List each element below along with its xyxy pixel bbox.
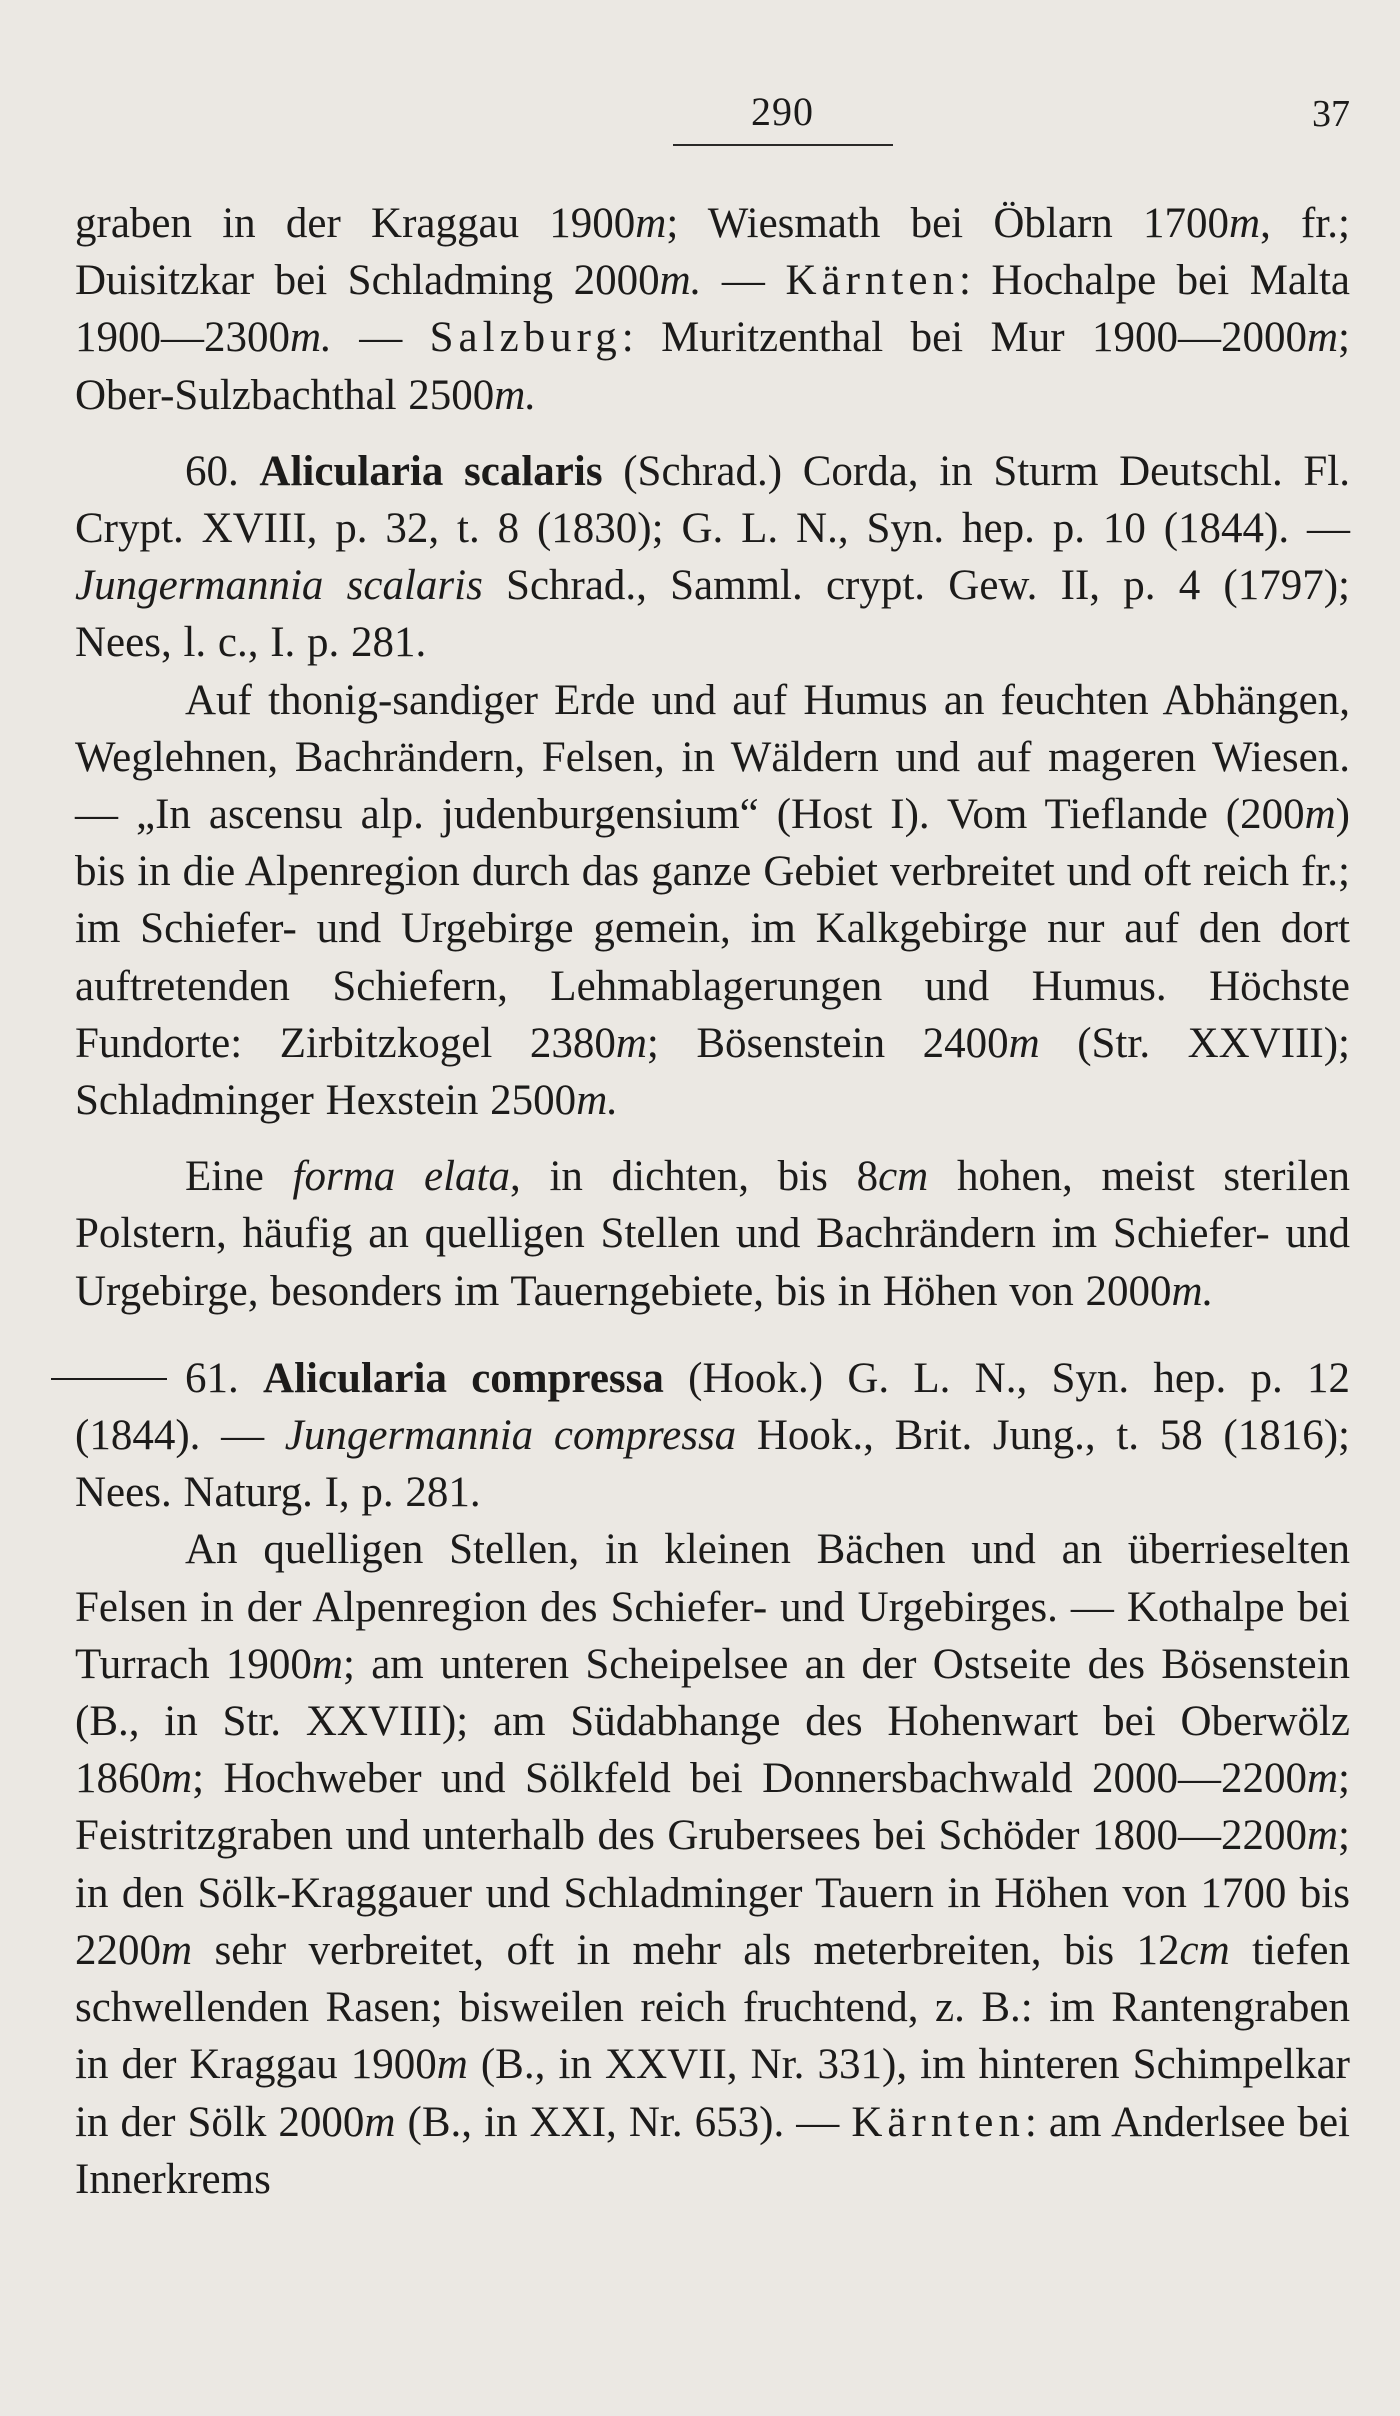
entry-number: 60.: [185, 447, 260, 495]
species-name: Alicularia compressa: [263, 1354, 664, 1402]
forma-name: forma elata: [292, 1153, 510, 1201]
entry-number: 61.: [185, 1354, 264, 1402]
region-name: Salzburg: [429, 314, 622, 362]
region-name: Kärnten: [851, 2098, 1025, 2146]
page-header: [75, 0, 1350, 150]
species-name: Alicularia scalaris: [259, 447, 603, 495]
margin-dash: [51, 1378, 167, 1380]
sheet-number: 37: [1312, 93, 1350, 135]
page-body: [75, 195, 1350, 2208]
region-name: Kärnten: [785, 257, 959, 305]
entry-60-forma: Eine forma elata, in dichten, bis 8cm hohen, meist sterilen Polstern, häufig an quelligen Stellen und Bachrändern im Schiefer- und Urgebirge, besonders im Tauerngebiete, bis in Höhen von 2000m.: [75, 1153, 1350, 1315]
page-number-rule: [673, 144, 893, 146]
continuation-paragraph: graben in der Kraggau 1900m; Wiesmath bei Öblarn 1700m, fr.; Duisitzkar bei Schladming 2000m. — Kärnten: Hochalpe bei Malta 1900—2300m. — Salzburg: Muritzenthal bei Mur 1900—2000m; Ober-Sulzbachthal 2500m.: [75, 200, 1351, 419]
entry-61-habitat: An quelligen Stellen, in kleinen Bächen und an überrieselten Felsen in der Alpenregion des Schiefer- und Urgebirges. — Kothalpe bei Turrach 1900m; am unteren Scheipelsee an der Ostseite des Bösenstein (B., in Str. XXVIII); am Südabhange des Hohenwart bei Oberwölz 1860m; Hochweber und Sölkfeld bei Donnersbachwald 2000—2200m; Feistritzgraben und unterhalb des Grubersees bei Schöder 1800—2200m; in den Sölk-Kraggauer und Schladminger Tauern in Höhen von 1700 bis 2200m sehr verbreitet, oft in mehr als meterbreiten, bis 12cm tiefen schwellenden Rasen; bisweilen reich fruchtend, z. B.: im Rantengraben in der Kraggau 1900m (B., in XXVII, Nr. 331), im hinteren Schimpelkar in der Sölk 2000m (B., in XXI, Nr. 653). — Kärnten: am Anderlsee bei Innerkrems: [75, 1526, 1350, 2203]
entry-60-habitat: Auf thonig-sandiger Erde und auf Humus an feuchten Abhängen, Weglehnen, Bachrändern, Felsen, in Wäldern und auf mageren Wiesen. — „In ascensu alp. judenburgensium“ (Host I). Vom Tieflande (200m) bis in die Alpenregion durch das ganze Gebiet verbreitet und oft reich fr.; im Schiefer- und Urgebirge gemein, im Kalkgebirge nur auf den dort auftretenden Schiefern, Lehmablagerungen und Humus. Höchste Fundorte: Zirbitzkogel 2380m; Bösenstein 2400m (Str. XXVIII); Schladminger Hexstein 2500m.: [75, 676, 1350, 1125]
entry-60-heading: 60. Alicularia scalaris (Schrad.) Corda, in Sturm Deutschl. Fl. Crypt. XVIII, p. 32, t. 8 (1830); G. L. N., Syn. hep. p. 10 (1844). — Jungermannia scalaris Schrad., Samml. crypt. Gew. II, p. 4 (1797); Nees, l. c., I. p. 281.: [75, 447, 1350, 667]
page-number: 290: [751, 89, 814, 134]
synonym-name: Jungermannia compressa: [284, 1412, 737, 1460]
entry-61-heading: 61. Alicularia compressa (Hook.) G. L. N., Syn. hep. p. 12 (1844). — Jungermannia compressa Hook., Brit. Jung., t. 58 (1816); Nees. Naturg. I, p. 281.: [75, 1350, 1350, 1522]
synonym-name: Jungermannia scalaris: [75, 562, 483, 610]
